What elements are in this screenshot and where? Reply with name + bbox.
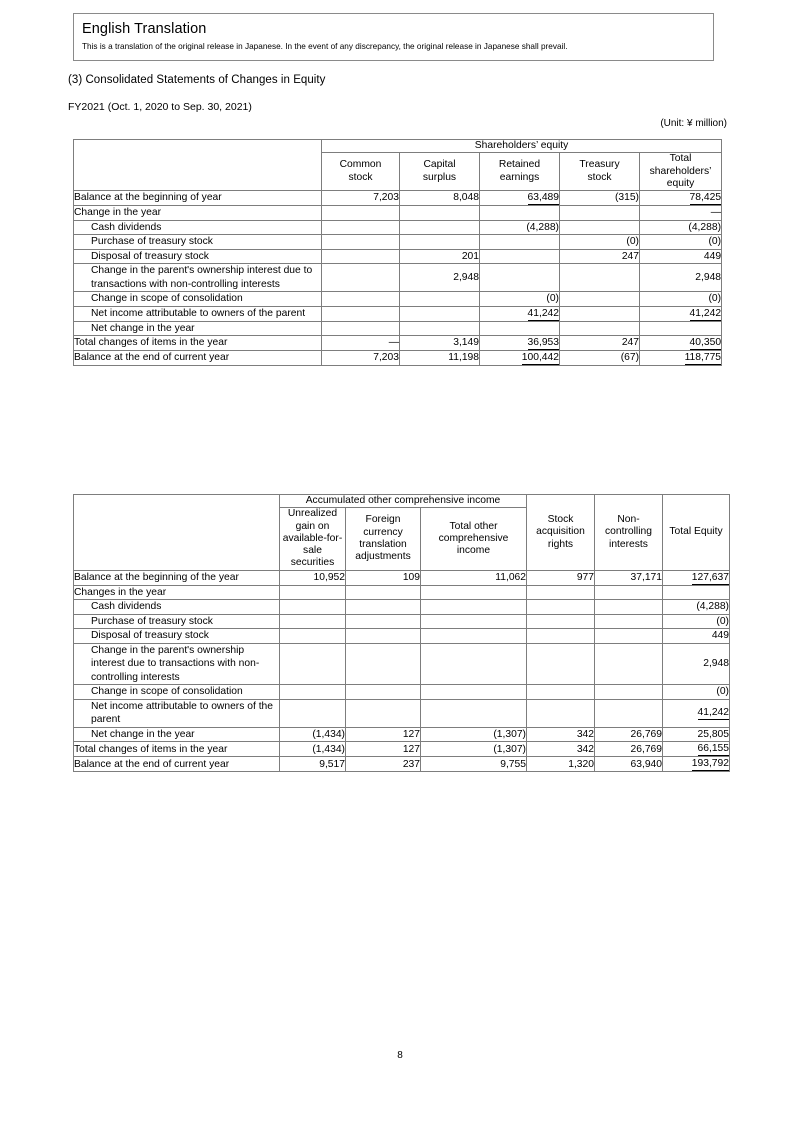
table-row bbox=[74, 264, 722, 292]
table2-cell bbox=[280, 614, 346, 629]
table2-cell: (4,288) bbox=[663, 600, 730, 615]
table2-row-label-total-changes-of-items-in-the-year: Total changes of items in the year bbox=[74, 742, 280, 757]
table2-row-label-change-in-scope-of-consolidation: Change in scope of consolidation bbox=[74, 685, 280, 700]
table2-cell bbox=[280, 699, 346, 727]
table2-col-non-controlling-interests: Non-controlling interests bbox=[595, 495, 663, 571]
table2-cell bbox=[280, 585, 346, 600]
table1-cell: 8,048 bbox=[400, 191, 480, 206]
table2-cell bbox=[346, 585, 421, 600]
table-row bbox=[74, 742, 730, 757]
table-row bbox=[74, 614, 730, 629]
table2-cell bbox=[663, 585, 730, 600]
table2-cell bbox=[421, 699, 527, 727]
table2-cell bbox=[527, 629, 595, 644]
table-row bbox=[74, 235, 722, 250]
table2-cell: 237 bbox=[346, 757, 421, 772]
table2-corner-cell bbox=[74, 495, 280, 571]
table2-cell bbox=[280, 600, 346, 615]
table2-row-label-cash-dividends: Cash dividends bbox=[74, 600, 280, 615]
table2-row-label-purchase-of-treasury-stock: Purchase of treasury stock bbox=[74, 614, 280, 629]
table-row bbox=[74, 585, 730, 600]
table2-cell: 127 bbox=[346, 742, 421, 757]
table2-cell bbox=[346, 643, 421, 685]
table1-cell bbox=[322, 292, 400, 307]
table1-group-header-row bbox=[74, 140, 722, 153]
table2-cell: 2,948 bbox=[663, 643, 730, 685]
table1-cell bbox=[480, 264, 560, 292]
table-row bbox=[74, 643, 730, 685]
table-row bbox=[74, 321, 722, 336]
table2-cell bbox=[346, 699, 421, 727]
table1-cell: 3,149 bbox=[400, 336, 480, 351]
table2-cell: 37,171 bbox=[595, 570, 663, 585]
table1-cell bbox=[322, 264, 400, 292]
table1-col-retained-earnings: Retained earnings bbox=[480, 153, 560, 191]
table2-cell: 66,155 bbox=[663, 742, 730, 757]
table1-cell: 63,489 bbox=[480, 191, 560, 206]
table1-cell bbox=[400, 292, 480, 307]
table1-corner-cell bbox=[74, 140, 322, 191]
table1-cell bbox=[480, 235, 560, 250]
table2-cell: 25,805 bbox=[663, 727, 730, 742]
table1-cell: 118,775 bbox=[640, 351, 722, 366]
table2-cell bbox=[346, 614, 421, 629]
table1-cell bbox=[322, 220, 400, 235]
table1-cell: — bbox=[640, 206, 722, 221]
table2-cell: (1,434) bbox=[280, 727, 346, 742]
page-number: 8 bbox=[397, 1050, 403, 1061]
table1-cell: 247 bbox=[560, 336, 640, 351]
table2-cell bbox=[595, 699, 663, 727]
table2-row-label-changes-in-the-year: Changes in the year bbox=[74, 585, 280, 600]
table2-cell bbox=[421, 685, 527, 700]
table1-cell: 2,948 bbox=[640, 264, 722, 292]
table2-cell: 9,755 bbox=[421, 757, 527, 772]
table1-cell bbox=[560, 206, 640, 221]
table1-row-label-change-in-the-year: Change in the year bbox=[74, 206, 322, 221]
table1-col-common-stock: Common stock bbox=[322, 153, 400, 191]
table2-cell bbox=[280, 643, 346, 685]
table2-col-foreign-currency-translation-adjustments: Foreign currency translation adjustments bbox=[346, 508, 421, 570]
table2-cell: (1,434) bbox=[280, 742, 346, 757]
table-row bbox=[74, 570, 730, 585]
table2-cell bbox=[346, 629, 421, 644]
shareholders-equity-table bbox=[73, 139, 722, 366]
table1-cell: 41,242 bbox=[480, 306, 560, 321]
table-row bbox=[74, 351, 722, 366]
table2-cell bbox=[527, 685, 595, 700]
table2-cell bbox=[421, 643, 527, 685]
table1-cell bbox=[400, 321, 480, 336]
table1-row-label-balance-at-the-beginning-of-year: Balance at the beginning of year bbox=[74, 191, 322, 206]
table2-cell bbox=[527, 614, 595, 629]
table1-cell bbox=[400, 235, 480, 250]
table1-cell bbox=[322, 235, 400, 250]
table1-cell bbox=[480, 321, 560, 336]
table2-cell: 977 bbox=[527, 570, 595, 585]
table1-body bbox=[74, 191, 722, 366]
table1-row-label-balance-at-the-end-of-current-year: Balance at the end of current year bbox=[74, 351, 322, 366]
table-row bbox=[74, 336, 722, 351]
table1-cell bbox=[480, 249, 560, 264]
table2-row-label-balance-at-the-end-of-current-year: Balance at the end of current year bbox=[74, 757, 280, 772]
table1-cell bbox=[560, 321, 640, 336]
table1-cell: (0) bbox=[640, 235, 722, 250]
table-row bbox=[74, 206, 722, 221]
table2-cell: (1,307) bbox=[421, 742, 527, 757]
table1-cell: 78,425 bbox=[640, 191, 722, 206]
table2-cell: 1,320 bbox=[527, 757, 595, 772]
table1-cell bbox=[322, 206, 400, 221]
section-period: FY2021 (Oct. 1, 2020 to Sep. 30, 2021) bbox=[68, 101, 252, 113]
table-row bbox=[74, 600, 730, 615]
table1-cell: (67) bbox=[560, 351, 640, 366]
table2-cell bbox=[527, 643, 595, 685]
table2-cell: (0) bbox=[663, 685, 730, 700]
table1-header bbox=[74, 140, 722, 191]
table1-col-treasury-stock: Treasury stock bbox=[560, 153, 640, 191]
table1-cell: (315) bbox=[560, 191, 640, 206]
table2-col-total-equity: Total Equity bbox=[663, 495, 730, 571]
table2-cell bbox=[595, 629, 663, 644]
notice-title: English Translation bbox=[82, 21, 207, 37]
table1-cell: 247 bbox=[560, 249, 640, 264]
table2-cell bbox=[527, 600, 595, 615]
table1-cell bbox=[400, 220, 480, 235]
table1-cell: 40,350 bbox=[640, 336, 722, 351]
table1-row-label-purchase-of-treasury-stock: Purchase of treasury stock bbox=[74, 235, 322, 250]
table1-cell bbox=[560, 220, 640, 235]
table1-cell: 41,242 bbox=[640, 306, 722, 321]
table2-cell: 127,637 bbox=[663, 570, 730, 585]
table1-cell: (0) bbox=[560, 235, 640, 250]
table-row bbox=[74, 191, 722, 206]
table1-row-label-net-income-attributable-to-owners-of-the-parent: Net income attributable to owners of the parent bbox=[74, 306, 322, 321]
notice-subtitle: This is a translation of the original release in Japanese. In the event of any discrepancy, the original release in Japanese shall prevail. bbox=[82, 42, 568, 51]
table-row bbox=[74, 685, 730, 700]
table-row bbox=[74, 629, 730, 644]
table2-cell bbox=[595, 585, 663, 600]
table1-row-label-net-change-in-the-year: Net change in the year bbox=[74, 321, 322, 336]
table2-cell: 26,769 bbox=[595, 727, 663, 742]
table2-cell: 342 bbox=[527, 742, 595, 757]
table2-cell bbox=[421, 600, 527, 615]
table2-cell bbox=[595, 643, 663, 685]
table2-cell bbox=[280, 685, 346, 700]
table2-row-label-net-change-in-the-year: Net change in the year bbox=[74, 727, 280, 742]
table1-cell: 100,442 bbox=[480, 351, 560, 366]
table2-body bbox=[74, 570, 730, 772]
table1-cell: 201 bbox=[400, 249, 480, 264]
table2-group-header-row bbox=[74, 495, 730, 508]
table2-col-unrealized-gain-on-available-for-sale-securities: Unrealized gain on available-for-sale securities bbox=[280, 508, 346, 570]
table1-cell: (0) bbox=[640, 292, 722, 307]
table-row bbox=[74, 292, 722, 307]
table2-cell bbox=[421, 614, 527, 629]
table2-row-label-change-in-the-parent-s-ownership-interest-due-to: Change in the parent's ownership interest due to transactions with non‐controlling interests bbox=[74, 643, 280, 685]
table1-cell: (4,288) bbox=[480, 220, 560, 235]
table2-col-total-other-comprehensive-income: Total other comprehensive income bbox=[421, 508, 527, 570]
table1-cell: 7,203 bbox=[322, 191, 400, 206]
table1-row-label-change-in-the-parent-s-ownership-interest-due-to: Change in the parent's ownership interest due to transactions with non-controlling interests bbox=[74, 264, 322, 292]
table2-cell: 193,792 bbox=[663, 757, 730, 772]
table2-cell bbox=[280, 629, 346, 644]
table2-cell: 109 bbox=[346, 570, 421, 585]
table1-cell: — bbox=[322, 336, 400, 351]
section-title: (3) Consolidated Statements of Changes in Equity bbox=[68, 74, 326, 86]
table2-cell: 41,242 bbox=[663, 699, 730, 727]
table-row bbox=[74, 306, 722, 321]
table2-cell bbox=[595, 685, 663, 700]
table-row bbox=[74, 220, 722, 235]
table2-col-stock-acquisition-rights: Stock acquisition rights bbox=[527, 495, 595, 571]
table2-cell: 10,952 bbox=[280, 570, 346, 585]
table1-cell: 449 bbox=[640, 249, 722, 264]
table2-cell: 127 bbox=[346, 727, 421, 742]
table2-cell bbox=[346, 600, 421, 615]
table2-cell bbox=[421, 629, 527, 644]
table1-col-capital-surplus: Capital surplus bbox=[400, 153, 480, 191]
table2-cell: 63,940 bbox=[595, 757, 663, 772]
table2-cell: 26,769 bbox=[595, 742, 663, 757]
unit-note: (Unit: ¥ million) bbox=[660, 118, 727, 129]
table1-row-label-cash-dividends: Cash dividends bbox=[74, 220, 322, 235]
english-translation-notice bbox=[73, 13, 714, 61]
table1-cell bbox=[322, 321, 400, 336]
table1-cell: 7,203 bbox=[322, 351, 400, 366]
table2-cell bbox=[346, 685, 421, 700]
table2-cell: 342 bbox=[527, 727, 595, 742]
table-row bbox=[74, 699, 730, 727]
table1-cell bbox=[322, 306, 400, 321]
table2-cell bbox=[421, 585, 527, 600]
table1-cell bbox=[560, 306, 640, 321]
table1-row-label-total-changes-of-items-in-the-year: Total changes of items in the year bbox=[74, 336, 322, 351]
table-row bbox=[74, 249, 722, 264]
table2-cell bbox=[595, 614, 663, 629]
table1-cell: 11,198 bbox=[400, 351, 480, 366]
table2-cell: 9,517 bbox=[280, 757, 346, 772]
table2-cell: (1,307) bbox=[421, 727, 527, 742]
table1-group-header: Shareholders’ equity bbox=[322, 140, 722, 153]
table1-col-total-shareholders-equity: Total shareholders’ equity bbox=[640, 153, 722, 191]
table1-cell bbox=[560, 264, 640, 292]
table1-cell bbox=[322, 249, 400, 264]
table2-cell: 449 bbox=[663, 629, 730, 644]
table2-row-label-disposal-of-treasury-stock: Disposal of treasury stock bbox=[74, 629, 280, 644]
table2-group-header: Accumulated other comprehensive income bbox=[280, 495, 527, 508]
table2-cell bbox=[527, 699, 595, 727]
table2-cell: 11,062 bbox=[421, 570, 527, 585]
table2-row-label-net-income-attributable-to-owners-of-the-parent: Net income attributable to owners of the parent bbox=[74, 699, 280, 727]
table1-cell bbox=[480, 206, 560, 221]
table1-cell bbox=[640, 321, 722, 336]
table1-cell: 2,948 bbox=[400, 264, 480, 292]
table2-cell bbox=[595, 600, 663, 615]
table1-cell: (0) bbox=[480, 292, 560, 307]
table1-cell bbox=[400, 206, 480, 221]
table2-header bbox=[74, 495, 730, 571]
table-row bbox=[74, 727, 730, 742]
table1-cell bbox=[560, 292, 640, 307]
table1-row-label-change-in-scope-of-consolidation: Change in scope of consolidation bbox=[74, 292, 322, 307]
table1-cell: (4,288) bbox=[640, 220, 722, 235]
table2-row-label-balance-at-the-beginning-of-the-year: Balance at the beginning of the year bbox=[74, 570, 280, 585]
table1-row-label-disposal-of-treasury-stock: Disposal of treasury stock bbox=[74, 249, 322, 264]
table1-cell: 36,953 bbox=[480, 336, 560, 351]
table2-cell bbox=[527, 585, 595, 600]
table2-cell: (0) bbox=[663, 614, 730, 629]
comprehensive-income-table bbox=[73, 494, 730, 772]
table-row bbox=[74, 757, 730, 772]
table1-cell bbox=[400, 306, 480, 321]
